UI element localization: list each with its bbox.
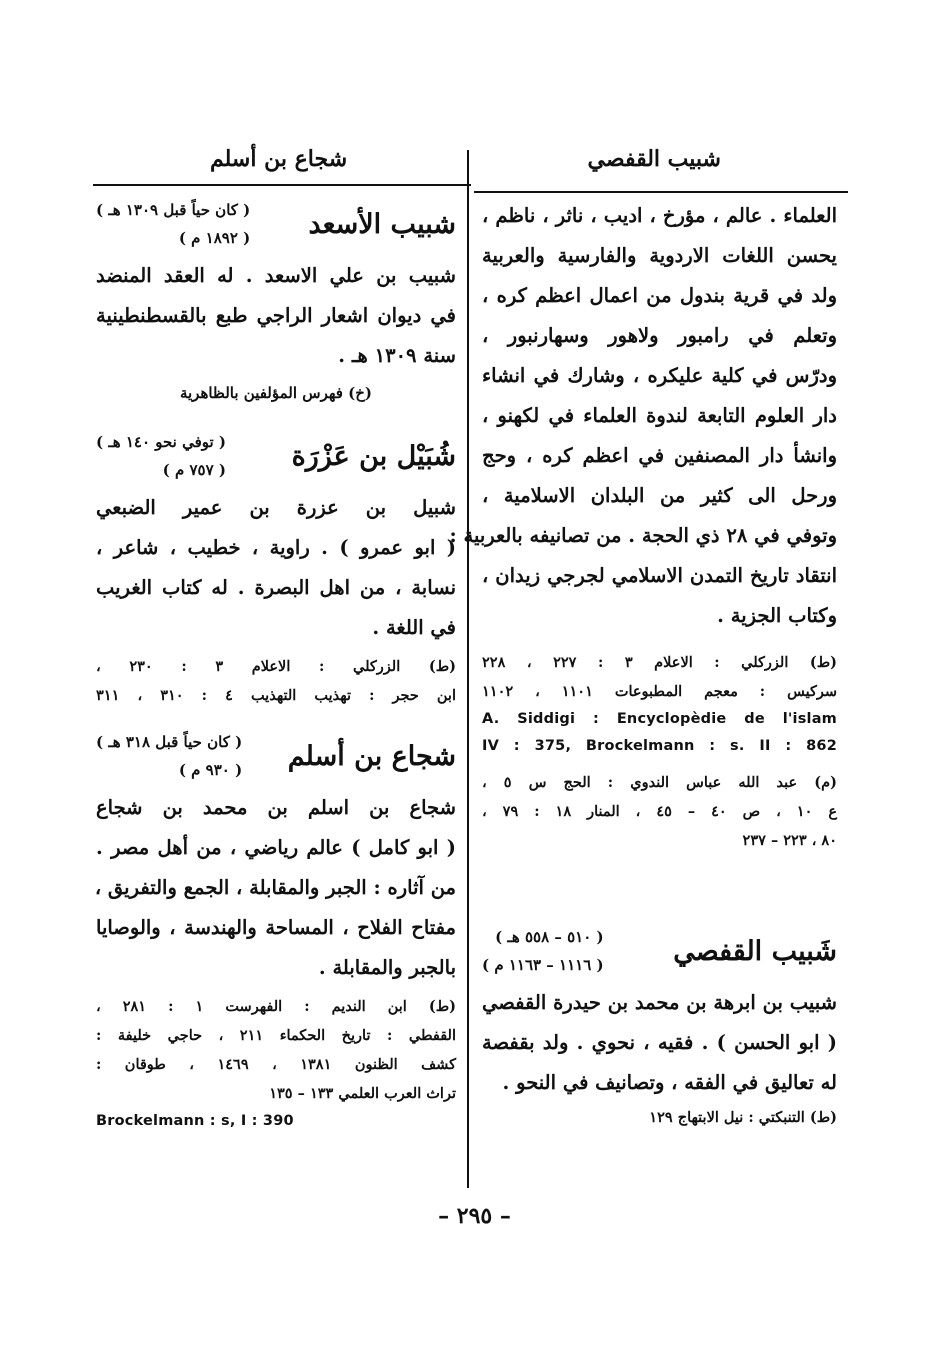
header-rule-right <box>474 191 848 193</box>
text-line: العلماء . عالم ، مؤرخ ، اديب ، ناثر ، ناظم ، <box>482 204 837 227</box>
entry-title: شجاع بن أسلم <box>287 740 456 772</box>
reference-line: القفطي : تاريخ الحكماء ٢١١ ، حاجي خليفة : <box>96 1027 456 1044</box>
latin-reference-line: Brockelmann : s, I : 390 <box>96 1113 294 1129</box>
text-line: له تعاليق في الفقه ، وتصانيف في النحو . <box>502 1071 837 1094</box>
reference-line: سركيس : معجم المطبوعات ١١٠١ ، ١١٠٢ <box>482 683 838 700</box>
text-line: في ديوان اشعار الراجي طبع بالقسطنطينية <box>96 304 456 327</box>
reference-line: ع ١٠ ، ص ٤٠ – ٤٥ ، المنار ١٨ : ٧٩ ، <box>482 803 837 820</box>
text-line: شبيب بن ابرهة بن محمد بن حيدرة القفصي <box>482 991 837 1014</box>
reference-line: تراث العرب العلمي ١٣٣ – ١٣٥ <box>269 1085 456 1102</box>
entry-dates: ( توفي نحو ١٤٠ هـ ) ( ٧٥٧ م ) <box>96 433 226 479</box>
reference-line: كشف الظنون ١٣٨١ ، ١٤٦٩ ، طوقان : <box>96 1056 456 1073</box>
entry-shubayl-azra <box>96 428 456 710</box>
reference-line: (ط) الزركلي : الاعلام ٣ : ٢٣٠ ، <box>96 658 457 675</box>
latin-reference-line: IV : 375, Brockelmann : s. II : 862 <box>482 738 837 754</box>
entry-shuja-aslam <box>96 728 456 1135</box>
reference-line: (ط) ابن النديم : الفهرست ١ : ٢٨١ ، <box>96 998 456 1015</box>
entry-title: شَبيب القفصي <box>673 935 837 967</box>
entry-dates: ( كان حياً قبل ٣١٨ هـ ) ( ٩٣٠ م ) <box>96 733 243 779</box>
text-line: من آثاره : الجبر والمقابلة ، الجمع والتفريق ، <box>94 876 456 899</box>
reference-line: ٨٠ ، ٢٢٣ – ٢٣٧ <box>742 832 837 849</box>
text-line: ودرّس في كلية عليكره ، وشارك في انشاء <box>482 364 837 387</box>
text-line: ( ابو عمرو ) . راوية ، خطيب ، شاعر ، <box>96 536 456 559</box>
text-line: شجاع بن اسلم بن محمد بن شجاع <box>96 796 456 819</box>
reference-line: (ط) التنبكتي : نيل الابتهاج ١٢٩ <box>649 1109 837 1126</box>
entry-dates: ( ٥١٠ – ٥٥٨ هـ ) ( ١١١٦ – ١١٦٣ م ) <box>482 928 604 974</box>
text-line: سنة ١٣٠٩ هـ . <box>338 344 456 367</box>
text-line: ورحل الى كثير من البلدان الاسلامية ، <box>482 484 837 507</box>
entry-title: شبيب الأسعد <box>308 208 456 240</box>
running-header-right: شبيب القفصي <box>587 146 721 172</box>
text-line: انتقاد تاريخ التمدن الاسلامي لجرجي زيدان ، <box>482 564 837 587</box>
text-line: ( ابو الحسن ) . فقيه ، نحوي . ولد بقفصة <box>482 1031 837 1054</box>
text-line: نسابة ، من اهل البصرة . له كتاب الغريب <box>96 576 456 599</box>
header-rule-left <box>93 184 471 186</box>
text-line: وكتاب الجزية . <box>717 604 837 627</box>
reference-line: (خ) فهرس المؤلفين بالظاهرية <box>179 384 373 402</box>
text-line: وانشأ دار المصنفين في اعظم كره ، وحج <box>482 444 837 467</box>
reference-line: ابن حجر : تهذيب التهذيب ٤ : ٣١٠ ، ٣١١ <box>96 687 457 704</box>
entry-title: شُبَيْل بن عَزْرَة <box>291 440 456 472</box>
latin-reference-line: A. Siddigi : Encyclopèdie de l'islam <box>482 711 837 727</box>
reference-line: (م) عبد الله عباس الندوي : الحج س ٥ ، <box>482 774 837 791</box>
entry-dates: ( كان حياً قبل ١٣٠٩ هـ ) ( ١٨٩٢ م ) <box>96 201 251 247</box>
text-line: شبيل بن عزرة بن عمير الضبعي <box>96 496 456 519</box>
text-line: مفتاح الفلاح ، المساحة والهندسة ، والوصايا <box>96 916 456 939</box>
text-line: في اللغة . <box>372 616 456 639</box>
text-line: وتعلم في رامبور ولاهور وسهارنبور ، <box>482 324 837 347</box>
text-line: يحسن اللغات الاردوية والفارسية والعربية <box>482 244 837 267</box>
text-line: بالجبر والمقابلة . <box>318 956 456 979</box>
running-header-left: شجاع بن أسلم <box>210 146 348 172</box>
column-divider <box>467 150 469 1188</box>
text-line: ( ابو كامل ) عالم رياضي ، من أهل مصر . <box>96 836 456 859</box>
text-line: وتوفي في ٢٨ ذي الحجة . من تصانيفه بالعربية : <box>449 524 837 547</box>
entry-shabib-qafsi <box>482 923 837 1132</box>
continuation-text <box>449 196 837 636</box>
page-number: – ٢٩٥ – <box>438 1203 511 1229</box>
right-column <box>449 196 838 1196</box>
reference-line: (ط) الزركلي : الاعلام ٣ : ٢٢٧ ، ٢٢٨ <box>482 654 838 671</box>
text-line: شبيب بن علي الاسعد . له العقد المنضد <box>96 264 456 287</box>
text-line: ولد في قرية بندول من اعمال اعظم كره ، <box>482 284 837 307</box>
entry-shabib-asad <box>96 196 456 410</box>
text-line: دار العلوم التابعة لندوة العلماء في لكهنو ، <box>482 404 837 427</box>
references-block <box>482 648 837 855</box>
left-column <box>96 192 456 1192</box>
